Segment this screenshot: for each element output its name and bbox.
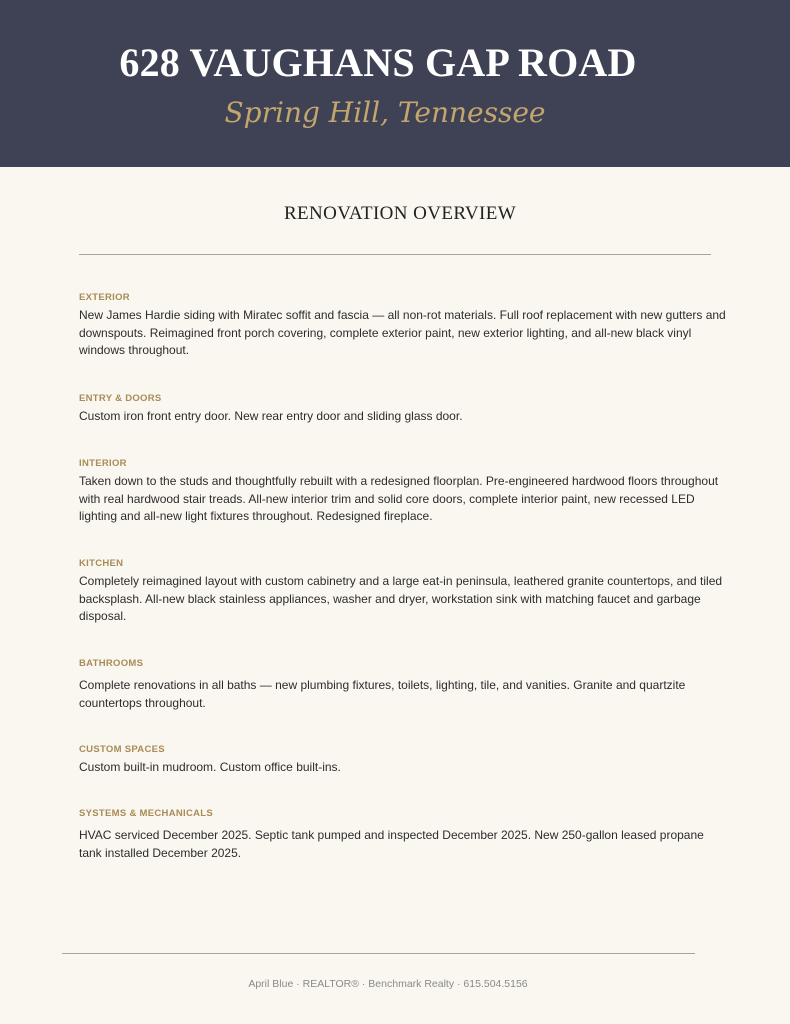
section-custom-spaces xyxy=(79,744,729,777)
section-label: EXTERIOR xyxy=(79,292,130,303)
header-banner xyxy=(0,0,790,167)
agent-contact-footer: April Blue · REALTOR® · Benchmark Realty · 615.504.5156 xyxy=(248,978,528,990)
section-body: Custom iron front entry door. New rear entry door and sliding glass door. xyxy=(79,409,463,423)
divider-top xyxy=(79,254,711,255)
section-label: BATHROOMS xyxy=(79,658,144,669)
section-heading: RENOVATION OVERVIEW xyxy=(283,203,517,224)
section-body: Completely reimagined layout with custom cabinetry and a large eat-in peninsula, leathered granite countertops, and tiled backsplash. All-new black stainless appliances, washer and dryer, workstation sink with matching faucet and garbage disposal. xyxy=(79,574,723,624)
section-label: ENTRY & DOORS xyxy=(79,393,162,404)
section-exterior xyxy=(79,292,729,360)
section-interior xyxy=(79,458,729,526)
section-entry-doors xyxy=(79,393,729,426)
section-label: KITCHEN xyxy=(79,558,124,569)
section-label: SYSTEMS & MECHANICALS xyxy=(79,808,214,819)
section-body: New James Hardie siding with Miratec soffit and fascia — all non-rot materials. Full roof replacement with new gutters and downspouts. Reimagined front porch covering, complete exterior paint, new exterior lighting, and all-new black vinyl windows throughout. xyxy=(79,308,726,358)
divider-bottom xyxy=(62,953,695,954)
section-systems-mechanicals xyxy=(79,808,729,862)
section-kitchen xyxy=(79,558,729,626)
section-body: Custom built-in mudroom. Custom office built-ins. xyxy=(79,760,341,774)
section-bathrooms xyxy=(79,658,729,712)
section-body: Taken down to the studs and thoughtfully rebuilt with a redesigned floorplan. Pre-engineered hardwood floors throughout with real hardwood stair treads. All-new interior trim and solid core doors, complete interior paint, new recessed LED lighting and all-new light fixtures throughout. Redesigned fireplace. xyxy=(79,474,719,524)
section-body: HVAC serviced December 2025. Septic tank pumped and inspected December 2025. New 250-gallon leased propane tank installed December 2025. xyxy=(79,828,704,860)
property-address-title: 628 VAUGHANS GAP ROAD xyxy=(119,40,637,85)
section-label: CUSTOM SPACES xyxy=(79,744,165,755)
section-label: INTERIOR xyxy=(79,458,127,469)
section-body: Complete renovations in all baths — new plumbing fixtures, toilets, lighting, tile, and vanities. Granite and quartzite countertops throughout. xyxy=(79,678,686,710)
property-location-subtitle: Spring Hill, Tennessee xyxy=(224,96,546,129)
